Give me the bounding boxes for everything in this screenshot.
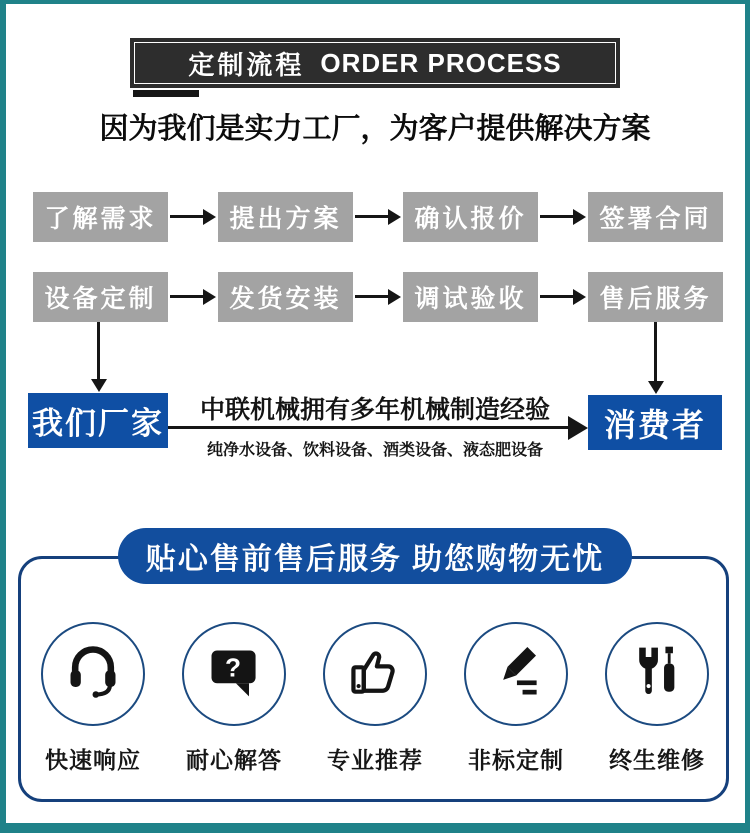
intro-text: 因为我们是实力工厂，为客户提供解决方案 [99, 113, 651, 145]
service-circle [41, 622, 145, 726]
factory-box: 我们厂家 [28, 393, 168, 448]
service-circle [323, 622, 427, 726]
flow-step-row2-1: 设备定制 [33, 272, 168, 322]
experience-subtitle: 纯净水设备、饮料设备、酒类设备、液态肥设备 [206, 442, 543, 459]
arrow-right-icon [355, 295, 388, 298]
decorative-bar [133, 90, 199, 97]
section-title-cn: 定制流程 [188, 49, 305, 80]
arrow-right-icon [168, 426, 568, 429]
section-title-inner-frame [134, 42, 616, 84]
service-label: 耐心解答 [186, 747, 282, 773]
service-item-custom-design [446, 622, 586, 775]
flow-step-row1-3: 确认报价 [403, 192, 538, 242]
thumbs-up-icon [345, 642, 405, 707]
flow-step-row2-4: 售后服务 [588, 272, 723, 322]
flow-step-row1-1: 了解需求 [33, 192, 168, 242]
arrow-right-icon [355, 215, 388, 218]
service-label: 专业推荐 [327, 747, 423, 773]
service-item-patient-answers [164, 622, 304, 775]
arrow-right-icon [540, 295, 573, 298]
service-circle [464, 622, 568, 726]
service-item-expert-recommendation [305, 622, 445, 775]
flow-step-row1-4: 签署合同 [588, 192, 723, 242]
flow-step-row2-3: 调试验收 [403, 272, 538, 322]
service-label: 终生维修 [609, 747, 705, 773]
service-circle [605, 622, 709, 726]
arrow-right-icon [170, 295, 203, 298]
consumer-box: 消费者 [588, 395, 722, 450]
experience-title: 中联机械拥有多年机械制造经验 [199, 396, 550, 424]
flow-step-row1-2: 提出方案 [218, 192, 353, 242]
service-circle [182, 622, 286, 726]
service-item-lifetime-maintenance [587, 622, 727, 775]
arrow-down-icon [654, 322, 657, 381]
arrow-down-icon [97, 322, 100, 379]
service-item-fast-response [23, 622, 163, 775]
service-label: 非标定制 [468, 747, 564, 773]
section-title-banner [130, 38, 620, 88]
pencil-icon [486, 642, 546, 707]
question-bubble-icon [204, 642, 264, 707]
section-title-en: ORDER PROCESS [320, 47, 562, 78]
flow-step-row2-2: 发货安装 [218, 272, 353, 322]
service-header-pill: 贴心售前售后服务 助您购物无忧 [118, 528, 632, 584]
arrow-right-icon [170, 215, 203, 218]
wrench-screwdriver-icon [627, 642, 687, 707]
arrow-right-icon [540, 215, 573, 218]
question-mark-glyph: ? [225, 652, 242, 683]
service-label: 快速响应 [45, 747, 141, 773]
headset-icon [63, 642, 123, 707]
